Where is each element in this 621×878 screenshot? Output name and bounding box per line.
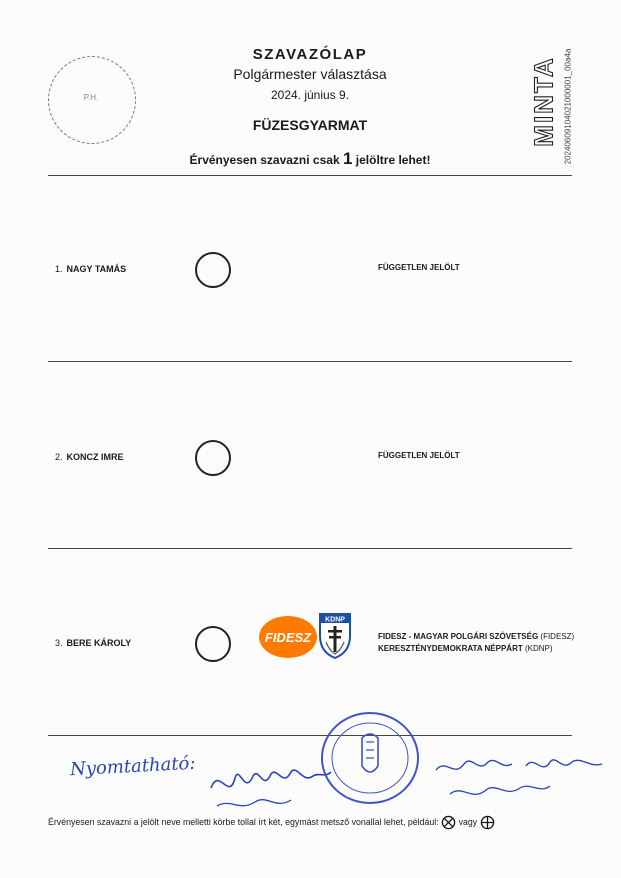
candidate-number: 2.: [55, 452, 63, 462]
candidate-2-name: [55, 452, 124, 462]
kdnp-logo: [318, 612, 352, 660]
election-type: Polgármester választása: [233, 66, 387, 82]
row-divider: [48, 361, 572, 362]
candidate-number: 1.: [55, 264, 63, 274]
crossed-circle-icon: [441, 815, 456, 830]
affiliation-abbr: (KDNP): [524, 644, 553, 653]
printable-handwritten-note: Nyomtatható:: [69, 752, 196, 781]
municipality-name: FÜZESGYARMAT: [252, 117, 368, 133]
header-divider: [48, 175, 572, 176]
footer-or-word: vagy: [458, 816, 478, 827]
affiliation-abbr: (FIDESZ): [540, 632, 575, 641]
affiliation-line: FÜGGETLEN JELÖLT: [378, 451, 460, 460]
fidesz-logo-text: FIDESZ: [264, 629, 312, 645]
candidate-1-affiliation: [378, 262, 460, 274]
affiliation-name: KERESZTÉNYDEMOKRATA NÉPPÁRT: [378, 644, 523, 653]
candidate-name: KONCZ IMRE: [66, 452, 124, 462]
ballot-title: SZAVAZÓLAP: [252, 46, 368, 63]
candidate-name: NAGY TAMÁS: [66, 264, 127, 274]
plus-circle-icon: [480, 815, 495, 830]
row-divider: [48, 735, 572, 736]
kdnp-logo-text: KDNP: [325, 616, 345, 624]
ph-label: P.H.: [83, 93, 99, 102]
candidate-3-name: [55, 638, 131, 648]
voting-rule: [150, 149, 470, 169]
ballot-serial-number: 20240609104021000001_00a4a: [563, 48, 573, 165]
fidesz-logo: [259, 616, 317, 658]
candidate-3-affiliation: [378, 631, 574, 655]
candidate-number: 3.: [55, 638, 63, 648]
minta-watermark: MINTA: [528, 56, 559, 147]
official-stamp: [318, 708, 422, 808]
signature-2: [430, 748, 610, 808]
affiliation-line-2: [378, 643, 574, 655]
signature-1: [205, 758, 335, 816]
footer-instruction: [48, 815, 495, 830]
voting-rule-number: 1: [342, 149, 353, 168]
footer-instruction-text: Érvényesen szavazni a jelölt neve melletti körbe tollal írt két, egymást metsző vonallal lehet, például:: [48, 816, 439, 827]
voting-rule-suffix: jelöltre lehet!: [355, 153, 431, 167]
affiliation-line-1: [378, 631, 574, 643]
row-divider: [48, 548, 572, 549]
vote-circle-2[interactable]: [195, 440, 231, 476]
candidate-name: BERE KÁROLY: [66, 638, 132, 648]
affiliation-line: FÜGGETLEN JELÖLT: [378, 263, 460, 272]
vote-circle-3[interactable]: [195, 626, 231, 662]
affiliation-name: FIDESZ - MAGYAR POLGÁRI SZÖVETSÉG: [378, 632, 539, 641]
vote-circle-1[interactable]: [195, 252, 231, 288]
election-date: 2024. június 9.: [270, 88, 350, 102]
voting-rule-prefix: Érvényesen szavazni csak: [189, 153, 340, 167]
candidate-2-affiliation: [378, 450, 460, 462]
candidate-1-name: [55, 264, 126, 274]
